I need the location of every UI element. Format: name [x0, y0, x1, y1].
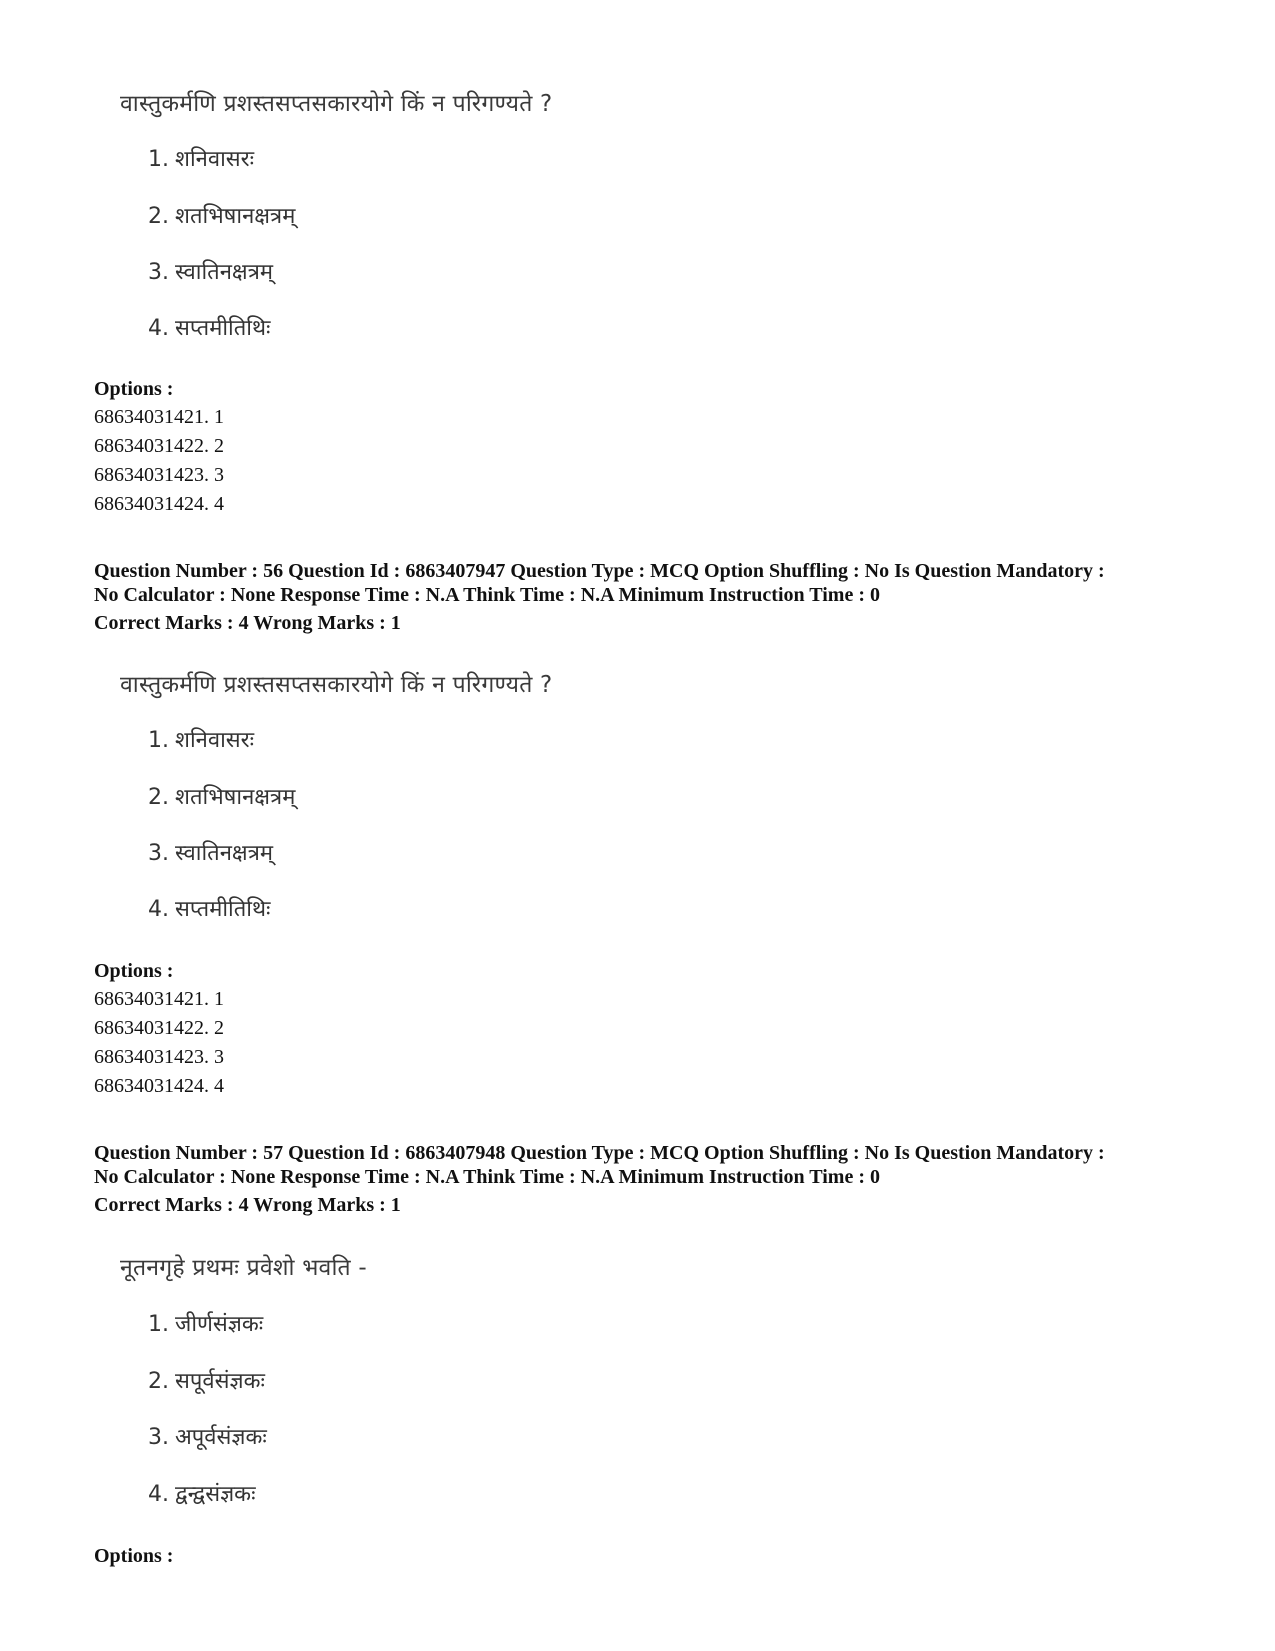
option-line: 68634031423. 3: [94, 464, 224, 486]
choice-number: 2.: [148, 204, 169, 229]
choice-text: अपूर्वसंज्ञकः: [175, 1425, 267, 1450]
choice-item: [148, 143, 254, 173]
option-line: 68634031421. 1: [94, 988, 224, 1010]
options-label: Options :: [94, 960, 174, 982]
question-meta-line: Question Number : 57 Question Id : 6863407948 Question Type : MCQ Option Shuffling : No Is Question Mandatory :: [94, 1142, 1105, 1164]
question-text: वास्तुकर्मणि प्रशस्तसप्तसकारयोगे किं न परिगण्यते ?: [120, 91, 553, 117]
choice-item: [148, 1365, 265, 1395]
option-line: 68634031424. 4: [94, 1075, 224, 1097]
choice-item: [148, 1421, 267, 1451]
choice-item: [148, 1478, 256, 1508]
choice-text: द्वन्द्वसंज्ञकः: [175, 1482, 256, 1507]
option-line: 68634031422. 2: [94, 1017, 224, 1039]
question-meta-line: Question Number : 56 Question Id : 6863407947 Question Type : MCQ Option Shuffling : No Is Question Mandatory :: [94, 560, 1105, 582]
option-line: 68634031424. 4: [94, 493, 224, 515]
marks-line: Correct Marks : 4 Wrong Marks : 1: [94, 1194, 401, 1216]
choice-number: 2.: [148, 1369, 169, 1394]
choice-text: शनिवासरः: [175, 728, 255, 753]
question-meta-line: No Calculator : None Response Time : N.A Think Time : N.A Minimum Instruction Time : 0: [94, 1166, 880, 1188]
choice-item: [148, 200, 295, 230]
choice-number: 3.: [148, 841, 169, 866]
question-text: नूतनगृहे प्रथमः प्रवेशो भवति -: [120, 1255, 367, 1281]
choice-number: 3.: [148, 1425, 169, 1450]
choice-number: 3.: [148, 260, 169, 285]
choice-item: [148, 781, 295, 811]
choice-text: स्वातिनक्षत्रम्: [175, 841, 274, 866]
option-line: 68634031422. 2: [94, 435, 224, 457]
question-meta-line: No Calculator : None Response Time : N.A Think Time : N.A Minimum Instruction Time : 0: [94, 584, 880, 606]
choice-text: शतभिषानक्षत्रम्: [175, 785, 296, 810]
choice-number: 1.: [148, 147, 169, 172]
choice-number: 4.: [148, 316, 169, 341]
choice-item: [148, 837, 273, 867]
choice-number: 1.: [148, 1312, 169, 1337]
choice-number: 1.: [148, 728, 169, 753]
choice-number: 4.: [148, 1482, 169, 1507]
option-line: 68634031423. 3: [94, 1046, 224, 1068]
choice-number: 2.: [148, 785, 169, 810]
choice-text: शतभिषानक्षत्रम्: [175, 204, 296, 229]
choice-number: 4.: [148, 897, 169, 922]
choice-text: सपूर्वसंज्ञकः: [175, 1369, 265, 1394]
options-label: Options :: [94, 1545, 174, 1567]
choice-item: [148, 256, 273, 286]
choice-item: [148, 312, 270, 342]
choice-item: [148, 724, 254, 754]
options-label: Options :: [94, 378, 174, 400]
choice-item: [148, 1308, 263, 1338]
choice-text: स्वातिनक्षत्रम्: [175, 260, 274, 285]
option-line: 68634031421. 1: [94, 406, 224, 428]
choice-text: जीर्णसंज्ञकः: [175, 1312, 264, 1337]
choice-text: सप्तमीतिथिः: [175, 897, 271, 922]
marks-line: Correct Marks : 4 Wrong Marks : 1: [94, 612, 401, 634]
choice-item: [148, 893, 270, 923]
choice-text: शनिवासरः: [175, 147, 255, 172]
choice-text: सप्तमीतिथिः: [175, 316, 271, 341]
question-text: वास्तुकर्मणि प्रशस्तसप्तसकारयोगे किं न परिगण्यते ?: [120, 672, 553, 698]
